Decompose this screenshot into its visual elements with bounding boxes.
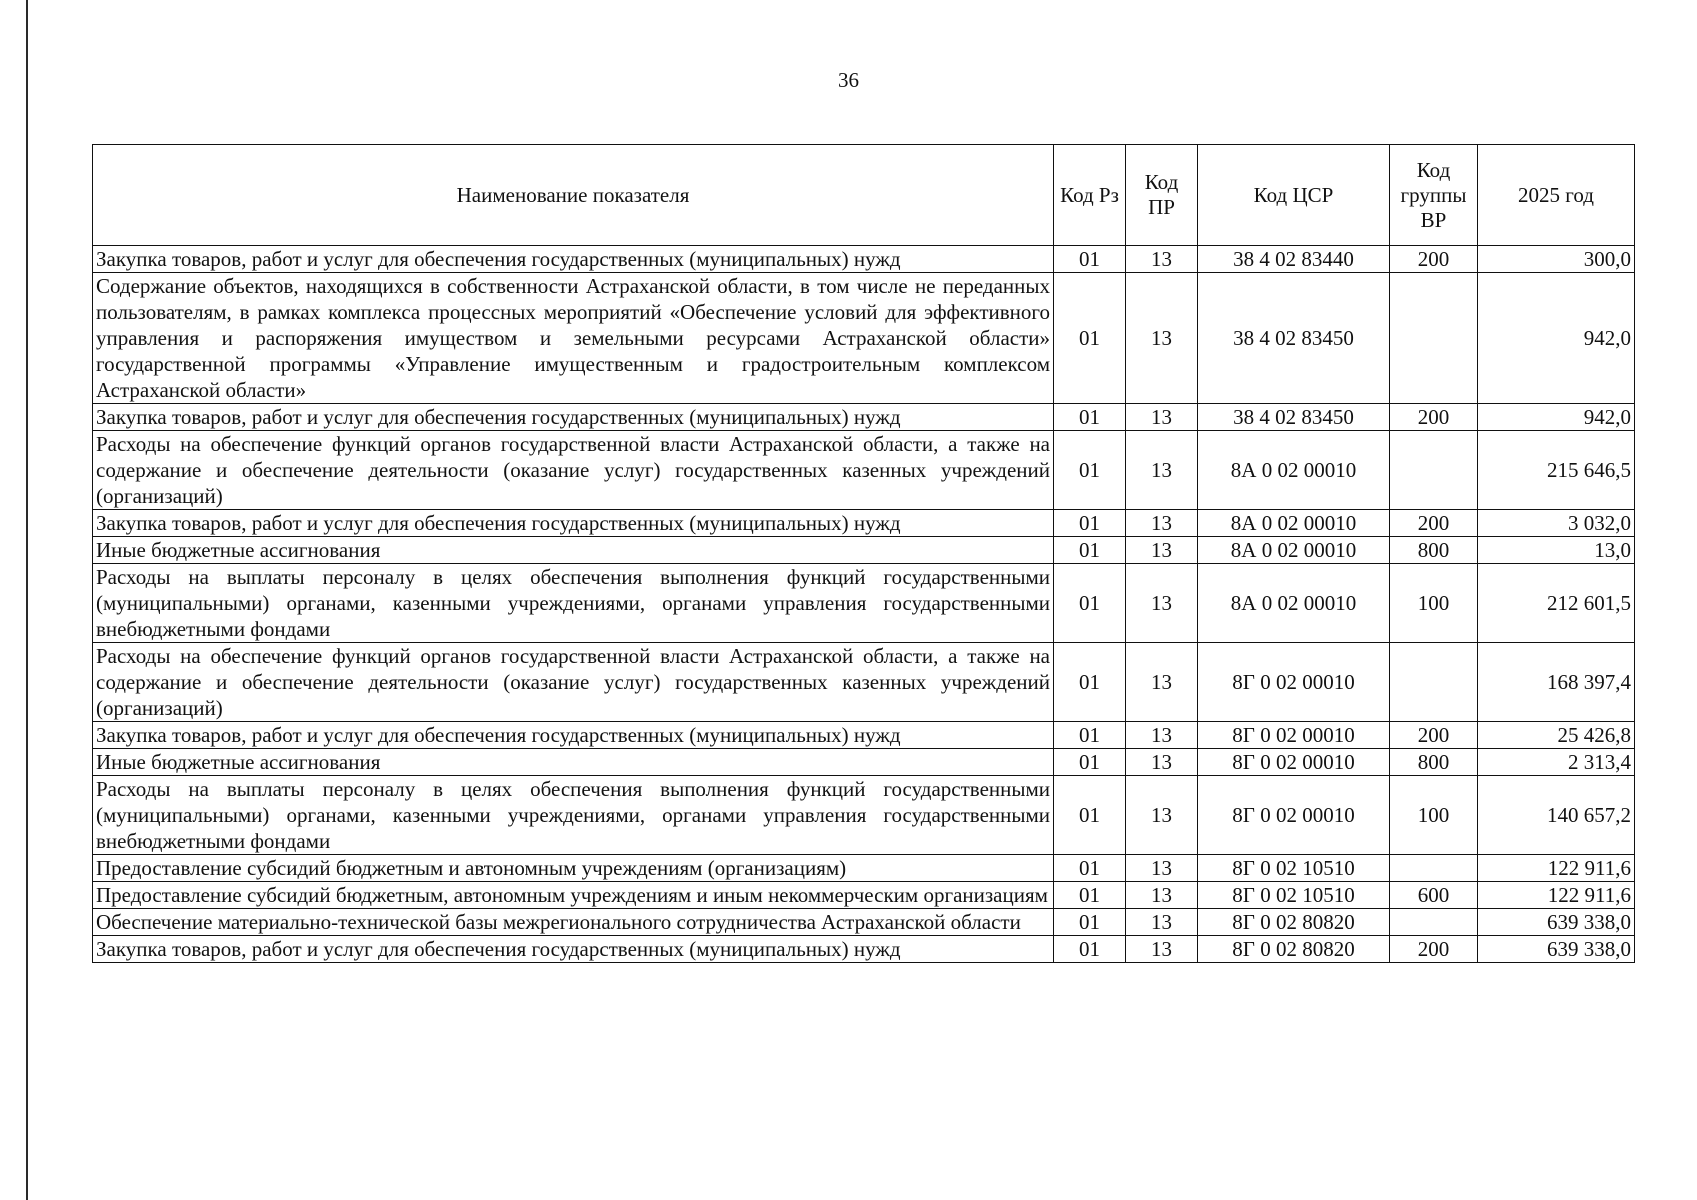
cell-pr: 13	[1126, 537, 1198, 564]
cell-name: Содержание объектов, находящихся в собственности Астраханской области, в том числе не переданных пользователям, в рамках комплекса процессных мероприятий «Обеспечение условий для эффективного управления и распоряжения имуществом и земельными ресурсами Астраханской области» государственной программы «Управление имущественным и градостроительным комплексом Астраханской области»	[93, 273, 1054, 404]
cell-name: Расходы на обеспечение функций органов государственной власти Астраханской области, а также на содержание и обеспечение деятельности (оказание услуг) государственных казенных учреждений (организаций)	[93, 431, 1054, 510]
table-row	[93, 273, 1635, 404]
table-row	[93, 246, 1635, 273]
cell-name: Иные бюджетные ассигнования	[93, 537, 1054, 564]
cell-vr: 200	[1390, 936, 1478, 963]
cell-amount: 215 646,5	[1478, 431, 1635, 510]
cell-pr: 13	[1126, 855, 1198, 882]
cell-pr: 13	[1126, 722, 1198, 749]
cell-rz: 01	[1054, 564, 1126, 643]
cell-pr: 13	[1126, 936, 1198, 963]
cell-pr: 13	[1126, 776, 1198, 855]
cell-amount: 168 397,4	[1478, 643, 1635, 722]
table-row	[93, 564, 1635, 643]
cell-name: Закупка товаров, работ и услуг для обеспечения государственных (муниципальных) нужд	[93, 246, 1054, 273]
cell-name: Обеспечение материально-технической базы межрегионального сотрудничества Астраханской области	[93, 909, 1054, 936]
cell-vr	[1390, 431, 1478, 510]
cell-csr: 8А 0 02 00010	[1198, 431, 1390, 510]
cell-vr	[1390, 855, 1478, 882]
table-row	[93, 722, 1635, 749]
cell-csr: 8Г 0 02 00010	[1198, 722, 1390, 749]
page-number: 36	[838, 68, 859, 92]
cell-name: Закупка товаров, работ и услуг для обеспечения государственных (муниципальных) нужд	[93, 510, 1054, 537]
cell-rz: 01	[1054, 936, 1126, 963]
cell-name: Закупка товаров, работ и услуг для обеспечения государственных (муниципальных) нужд	[93, 722, 1054, 749]
cell-rz: 01	[1054, 404, 1126, 431]
cell-amount: 25 426,8	[1478, 722, 1635, 749]
header-row	[93, 145, 1635, 246]
cell-name: Закупка товаров, работ и услуг для обеспечения государственных (муниципальных) нужд	[93, 936, 1054, 963]
header-vr: Код группы ВР	[1390, 145, 1478, 246]
cell-csr: 8А 0 02 00010	[1198, 564, 1390, 643]
cell-rz: 01	[1054, 246, 1126, 273]
cell-rz: 01	[1054, 431, 1126, 510]
cell-name: Иные бюджетные ассигнования	[93, 749, 1054, 776]
cell-name: Закупка товаров, работ и услуг для обеспечения государственных (муниципальных) нужд	[93, 404, 1054, 431]
cell-vr: 100	[1390, 564, 1478, 643]
cell-csr: 38 4 02 83440	[1198, 246, 1390, 273]
cell-rz: 01	[1054, 855, 1126, 882]
table-row	[93, 776, 1635, 855]
cell-vr: 200	[1390, 510, 1478, 537]
table-row	[93, 404, 1635, 431]
cell-vr: 800	[1390, 749, 1478, 776]
cell-rz: 01	[1054, 776, 1126, 855]
cell-amount: 3 032,0	[1478, 510, 1635, 537]
scan-edge-line	[26, 0, 28, 1200]
cell-csr: 8Г 0 02 10510	[1198, 855, 1390, 882]
cell-vr: 200	[1390, 722, 1478, 749]
cell-vr	[1390, 643, 1478, 722]
cell-pr: 13	[1126, 564, 1198, 643]
table-row	[93, 936, 1635, 963]
cell-pr: 13	[1126, 431, 1198, 510]
cell-amount: 942,0	[1478, 273, 1635, 404]
cell-vr: 800	[1390, 537, 1478, 564]
cell-vr: 100	[1390, 776, 1478, 855]
cell-pr: 13	[1126, 246, 1198, 273]
cell-amount: 300,0	[1478, 246, 1635, 273]
cell-amount: 13,0	[1478, 537, 1635, 564]
header-pr: Код ПР	[1126, 145, 1198, 246]
header-name: Наименование показателя	[93, 145, 1054, 246]
cell-rz: 01	[1054, 749, 1126, 776]
cell-amount: 942,0	[1478, 404, 1635, 431]
cell-pr: 13	[1126, 643, 1198, 722]
cell-rz: 01	[1054, 643, 1126, 722]
cell-name: Предоставление субсидий бюджетным и автономным учреждениям (организациям)	[93, 855, 1054, 882]
table-row	[93, 431, 1635, 510]
cell-csr: 8А 0 02 00010	[1198, 510, 1390, 537]
table-row	[93, 537, 1635, 564]
cell-name: Предоставление субсидий бюджетным, автономным учреждениям и иным некоммерческим организациям	[93, 882, 1054, 909]
cell-pr: 13	[1126, 273, 1198, 404]
table-row	[93, 909, 1635, 936]
cell-rz: 01	[1054, 273, 1126, 404]
table-row	[93, 855, 1635, 882]
table-row	[93, 749, 1635, 776]
table-row	[93, 510, 1635, 537]
cell-vr: 200	[1390, 404, 1478, 431]
cell-amount: 122 911,6	[1478, 855, 1635, 882]
cell-amount: 639 338,0	[1478, 909, 1635, 936]
cell-vr: 600	[1390, 882, 1478, 909]
cell-csr: 8Г 0 02 80820	[1198, 909, 1390, 936]
budget-table	[92, 144, 1635, 963]
cell-vr	[1390, 273, 1478, 404]
cell-csr: 8А 0 02 00010	[1198, 537, 1390, 564]
cell-csr: 8Г 0 02 10510	[1198, 882, 1390, 909]
cell-rz: 01	[1054, 909, 1126, 936]
header-csr: Код ЦСР	[1198, 145, 1390, 246]
table-row	[93, 643, 1635, 722]
cell-rz: 01	[1054, 537, 1126, 564]
cell-amount: 639 338,0	[1478, 936, 1635, 963]
cell-amount: 140 657,2	[1478, 776, 1635, 855]
cell-csr: 38 4 02 83450	[1198, 273, 1390, 404]
cell-name: Расходы на выплаты персоналу в целях обеспечения выполнения функций государственными (муниципальными) органами, казенными учреждениями, органами управления государственными внебюджетными фондами	[93, 564, 1054, 643]
cell-amount: 212 601,5	[1478, 564, 1635, 643]
cell-name: Расходы на обеспечение функций органов государственной власти Астраханской области, а также на содержание и обеспечение деятельности (оказание услуг) государственных казенных учреждений (организаций)	[93, 643, 1054, 722]
cell-vr	[1390, 909, 1478, 936]
cell-csr: 8Г 0 02 00010	[1198, 643, 1390, 722]
table-body	[93, 246, 1635, 963]
cell-pr: 13	[1126, 882, 1198, 909]
cell-pr: 13	[1126, 404, 1198, 431]
table-header	[93, 145, 1635, 246]
header-year: 2025 год	[1478, 145, 1635, 246]
cell-name: Расходы на выплаты персоналу в целях обеспечения выполнения функций государственными (муниципальными) органами, казенными учреждениями, органами управления государственными внебюджетными фондами	[93, 776, 1054, 855]
cell-rz: 01	[1054, 882, 1126, 909]
cell-amount: 2 313,4	[1478, 749, 1635, 776]
cell-rz: 01	[1054, 510, 1126, 537]
cell-pr: 13	[1126, 909, 1198, 936]
cell-csr: 8Г 0 02 80820	[1198, 936, 1390, 963]
table-row	[93, 882, 1635, 909]
cell-csr: 38 4 02 83450	[1198, 404, 1390, 431]
cell-csr: 8Г 0 02 00010	[1198, 749, 1390, 776]
cell-vr: 200	[1390, 246, 1478, 273]
cell-pr: 13	[1126, 510, 1198, 537]
cell-rz: 01	[1054, 722, 1126, 749]
cell-csr: 8Г 0 02 00010	[1198, 776, 1390, 855]
header-rz: Код Рз	[1054, 145, 1126, 246]
cell-amount: 122 911,6	[1478, 882, 1635, 909]
cell-pr: 13	[1126, 749, 1198, 776]
